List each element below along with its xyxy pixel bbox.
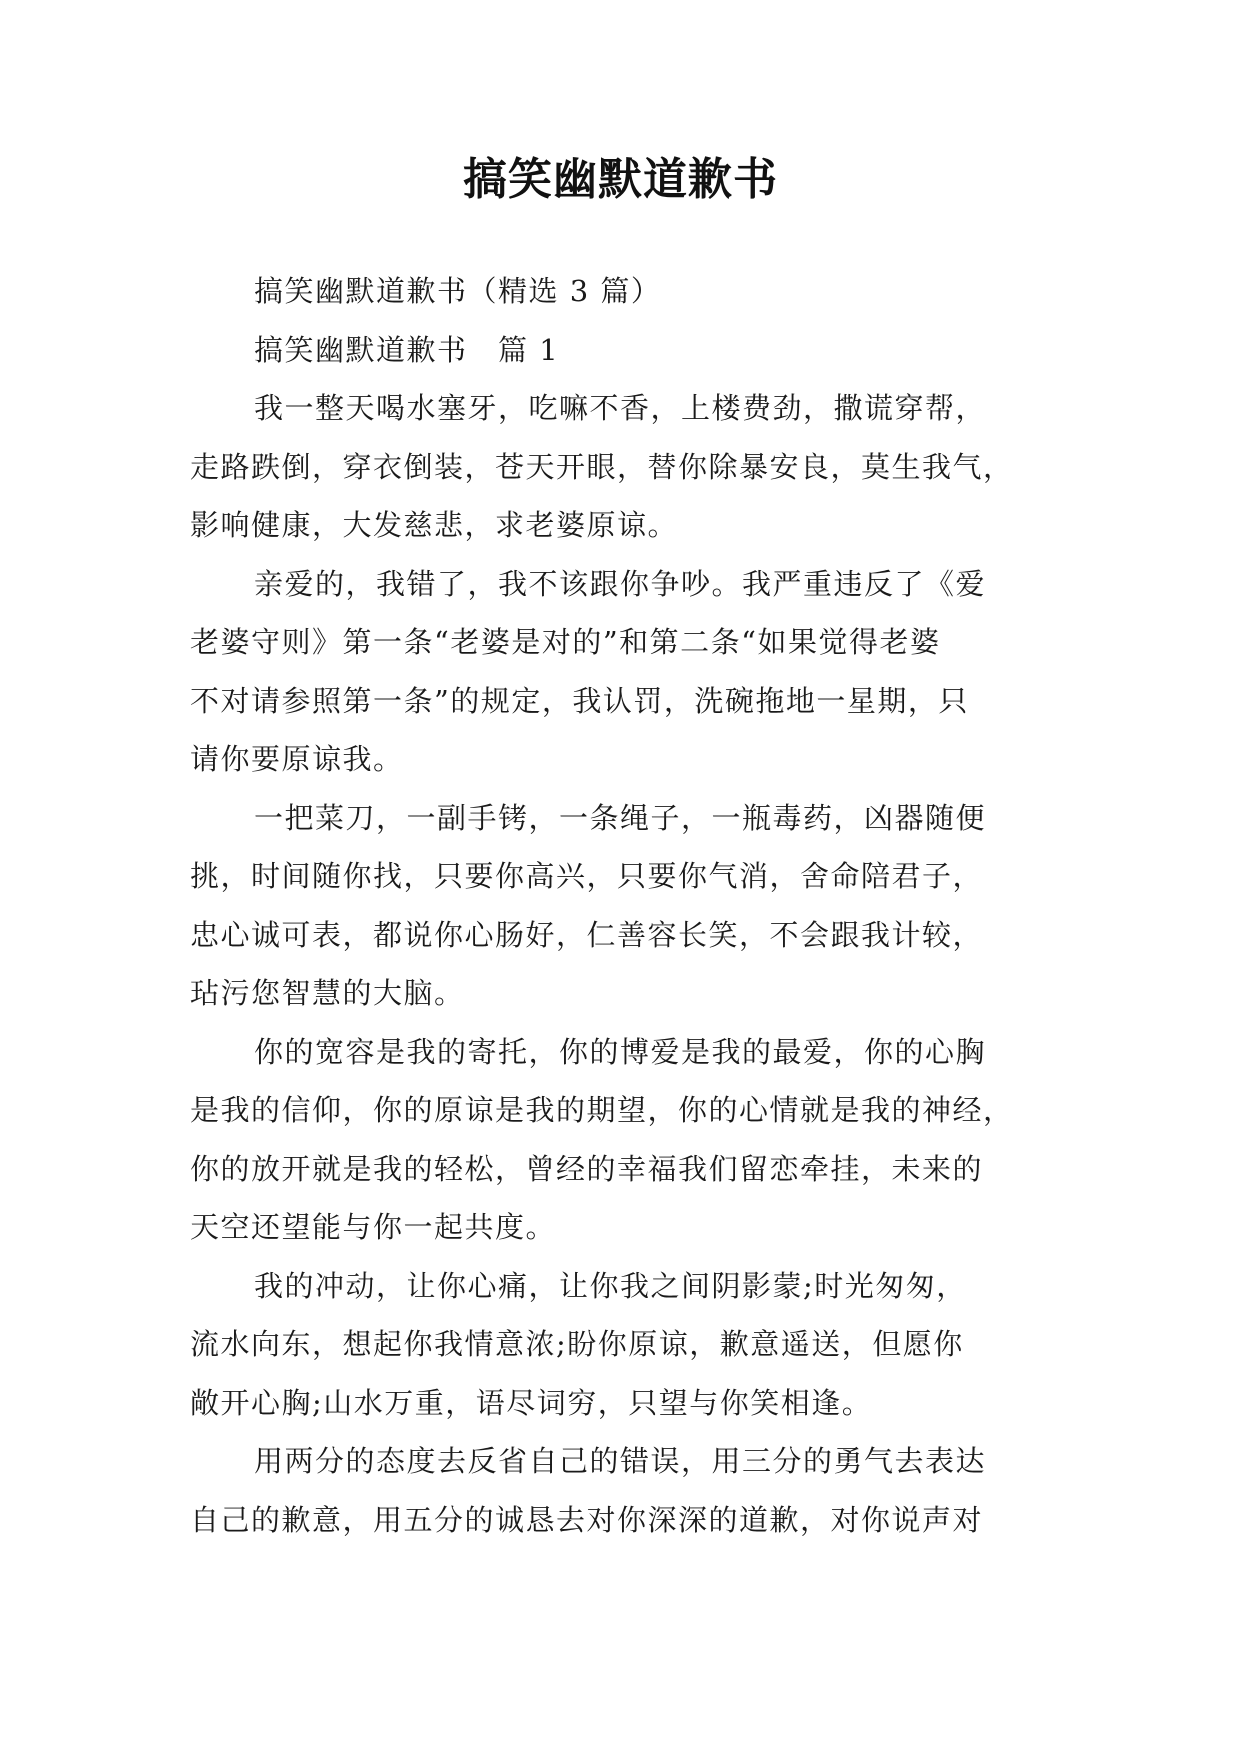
text-line: 走路跌倒，穿衣倒装，苍天开眼，替你除暴安良，莫生我气， <box>190 449 1014 484</box>
text-line: 用两分的态度去反省自己的错误，用三分的勇气去表达 <box>254 1444 987 1478</box>
text-line: 你的放开就是我的轻松，曾经的幸福我们留恋牵挂，未来的 <box>190 1151 984 1186</box>
text-line: 老婆守则》第一条“老婆是对的”和第二条“如果觉得老婆 <box>190 625 941 659</box>
document-title: 搞笑幽默道歉书 <box>463 154 778 205</box>
text-line: 敞开心胸;山水万重，语尽词穷，只望与你笑相逢。 <box>190 1385 873 1420</box>
text-line: 请你要原谅我。 <box>190 742 404 776</box>
text-line: 挑，时间随你找，只要你高兴，只要你气消，舍命陪君子， <box>190 859 984 893</box>
text-line: 亲爱的，我错了，我不该跟你争吵。我严重违反了《爱 <box>254 566 987 601</box>
text-line: 是我的信仰，你的原谅是我的期望，你的心情就是我的神经， <box>190 1093 1014 1127</box>
text-line: 自己的歉意，用五分的诚恳去对你深深的道歉，对你说声对 <box>190 1502 984 1537</box>
text-line: 搞笑幽默道歉书（精选 3 篇） <box>254 274 662 308</box>
text-line: 流水向东，想起你我情意浓;盼你原谅，歉意遥送，但愿你 <box>190 1327 964 1361</box>
text-line: 一把菜刀，一副手铐，一条绳子，一瓶毒药，凶器随便 <box>254 800 987 835</box>
text-line: 我一整天喝水塞牙，吃嘛不香，上楼费劲，撒谎穿帮， <box>254 391 987 425</box>
text-line: 影响健康，大发慈悲，求老婆原谅。 <box>190 508 679 542</box>
text-line: 你的宽容是我的寄托，你的博爱是我的最爱，你的心胸 <box>254 1034 987 1069</box>
text-line: 忠心诚可表，都说你心肠好，仁善容长笑，不会跟我计较， <box>190 917 984 952</box>
text-line: 玷污您智慧的大脑。 <box>190 976 465 1010</box>
text-line: 不对请参照第一条”的规定，我认罚，洗碗拖地一星期，只 <box>190 683 969 718</box>
document-body <box>190 262 1050 1549</box>
text-line: 天空还望能与你一起共度。 <box>190 1210 557 1244</box>
text-line: 搞笑幽默道歉书 篇 1 <box>254 332 560 367</box>
text-line: 我的冲动，让你心痛，让你我之间阴影蒙;时光匆匆， <box>254 1268 967 1303</box>
